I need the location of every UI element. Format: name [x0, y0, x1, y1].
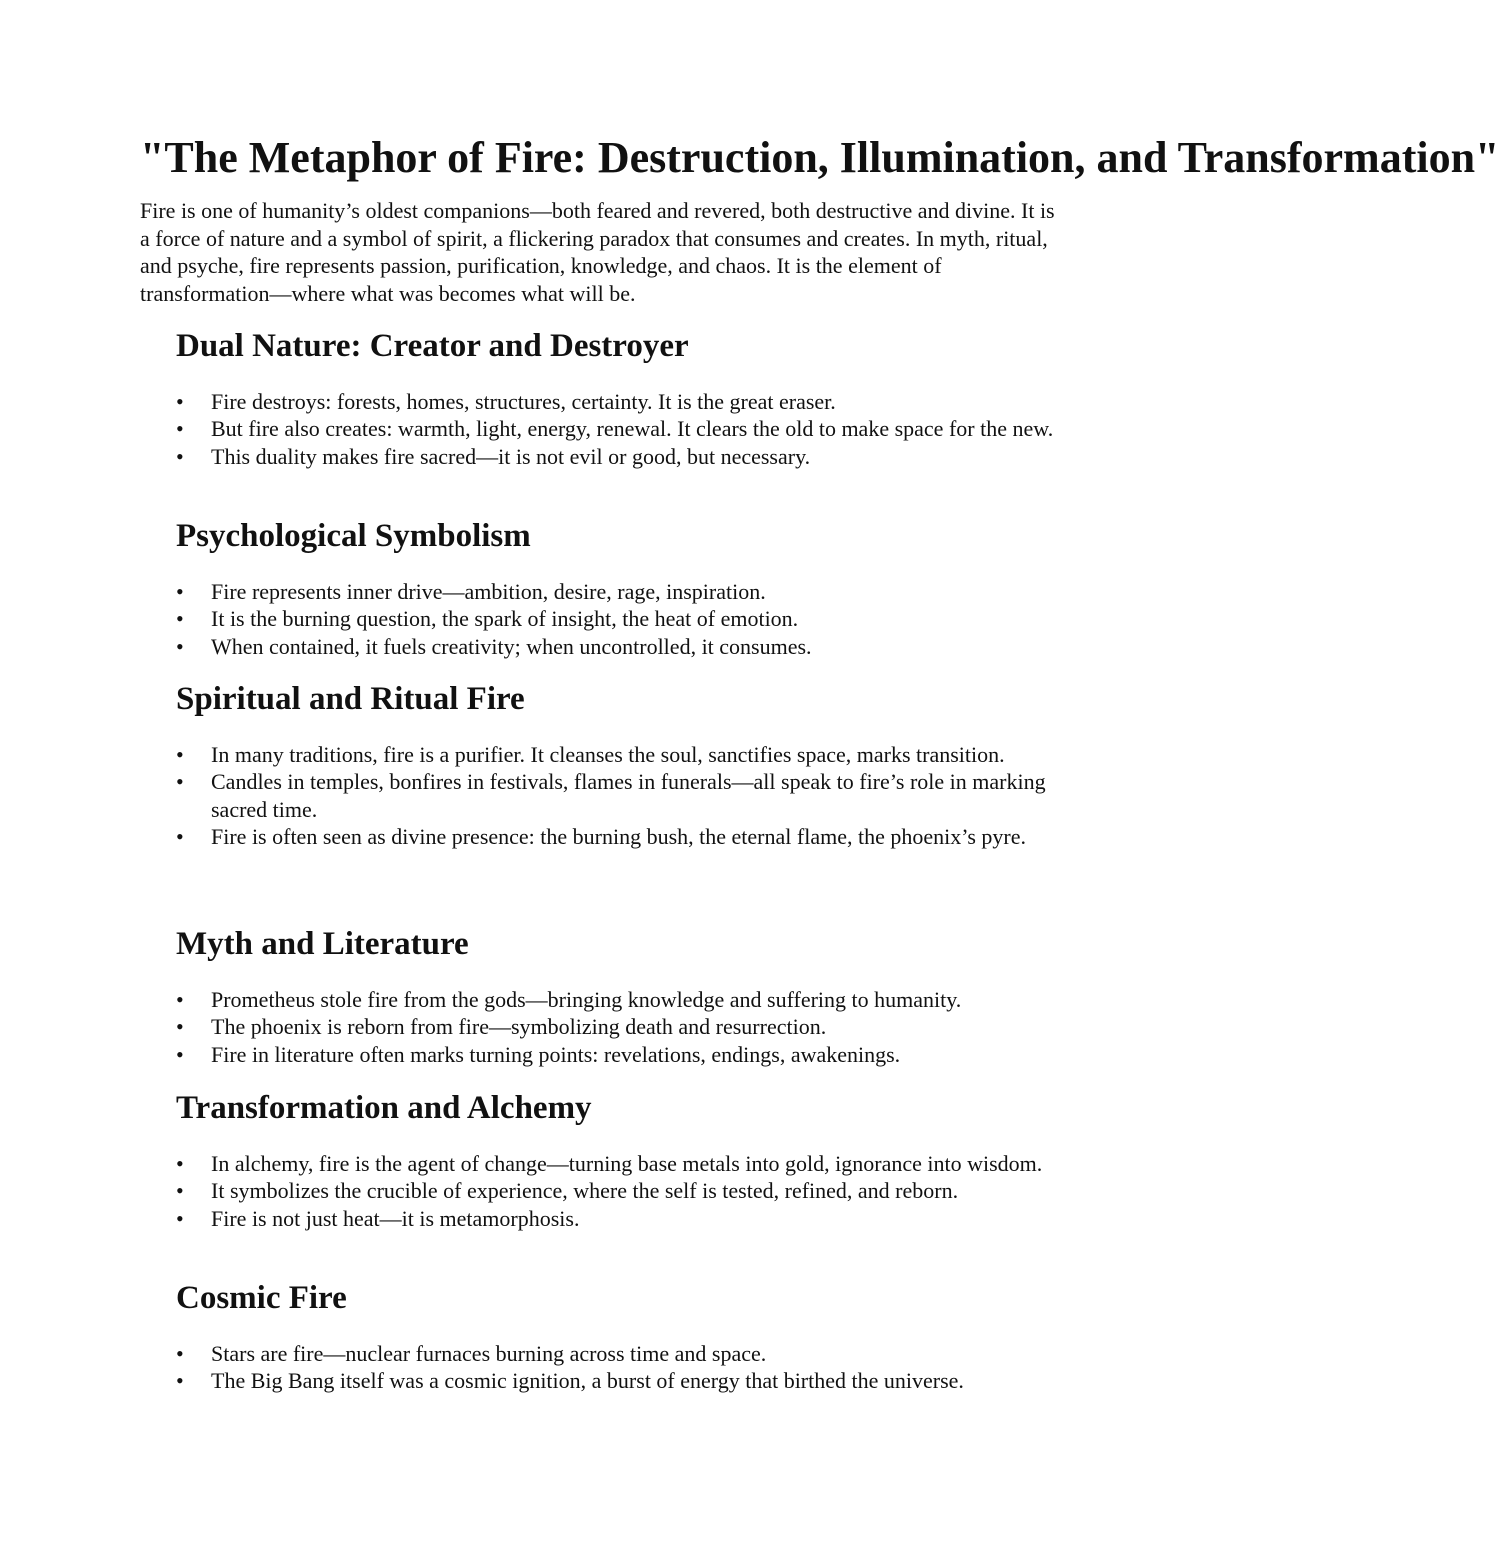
list-item [176, 768, 1056, 823]
list-item-text: The Big Bang itself was a cosmic ignition, a burst of energy that birthed the universe. [211, 1368, 964, 1393]
section-heading: Cosmic Fire [176, 1280, 347, 1316]
section-myth-literature [176, 926, 1056, 1068]
bullet-list [176, 388, 1056, 471]
list-item [176, 1177, 1056, 1205]
bullet-list [176, 1150, 1056, 1233]
list-item-text: Prometheus stole fire from the gods—bringing knowledge and suffering to humanity. [211, 986, 962, 1012]
bullet-list [176, 1340, 1056, 1395]
bullet-icon: • [176, 1041, 184, 1067]
list-item-text: Stars are fire—nuclear furnaces burning across time and space. [211, 1340, 767, 1366]
list-item-text: When contained, it fuels creativity; when uncontrolled, it consumes. [211, 633, 812, 659]
list-item [176, 823, 1056, 851]
bullet-icon: • [176, 1014, 184, 1039]
list-item [176, 443, 1056, 471]
list-item-text: Candles in temples, bonfires in festivals, flames in funerals—all speak to fire’s role in marking sacred time. [211, 769, 1046, 822]
list-item [176, 415, 1056, 443]
list-item [176, 1340, 1056, 1368]
section-transformation-alchemy [176, 1090, 1056, 1232]
list-item [176, 1150, 1056, 1178]
bullet-list [176, 741, 1056, 851]
bullet-icon: • [176, 416, 184, 441]
section-heading: Transformation and Alchemy [176, 1090, 592, 1126]
list-item-text: It symbolizes the crucible of experience, where the self is tested, refined, and reborn. [211, 1178, 959, 1203]
bullet-icon: • [176, 1150, 184, 1176]
list-item [176, 1205, 1056, 1233]
bullet-icon: • [176, 1340, 184, 1366]
list-item-text: This duality makes fire sacred—it is not evil or good, but necessary. [211, 443, 811, 469]
list-item-text: Fire represents inner drive—ambition, desire, rage, inspiration. [211, 578, 766, 604]
list-item-text: It is the burning question, the spark of insight, the heat of emotion. [211, 606, 799, 631]
list-item-text: Fire in literature often marks turning points: revelations, endings, awakenings. [211, 1041, 901, 1067]
section-heading: Spiritual and Ritual Fire [176, 681, 525, 717]
document-title: "The Metaphor of Fire: Destruction, Illumination, and Transformation" [140, 133, 1500, 182]
list-item-text: In many traditions, fire is a purifier. It cleanses the soul, sanctifies space, marks transition. [211, 741, 1005, 767]
bullet-icon: • [176, 824, 184, 849]
bullet-icon: • [176, 578, 184, 604]
list-item-text: The phoenix is reborn from fire—symbolizing death and resurrection. [211, 1014, 827, 1039]
bullet-icon: • [176, 388, 184, 414]
section-dual-nature [176, 328, 1056, 470]
bullet-icon: • [176, 633, 184, 659]
section-heading: Dual Nature: Creator and Destroyer [176, 328, 689, 364]
bullet-icon: • [176, 1205, 184, 1231]
list-item-text: Fire is not just heat—it is metamorphosis. [211, 1205, 580, 1231]
list-item [176, 741, 1056, 769]
section-spiritual-ritual-fire [176, 681, 1056, 851]
bullet-icon: • [176, 769, 184, 794]
bullet-icon: • [176, 1178, 184, 1203]
list-item [176, 633, 1056, 661]
list-item [176, 986, 1056, 1014]
intro-paragraph: Fire is one of humanity’s oldest companions—both feared and revered, both destructive and divine. It is a force of nature and a symbol of spirit, a flickering paradox that consumes and creates. In myth, ritual, and psyche, fire represents passion, purification, knowledge, and chaos. It is the element of transformation—where what was becomes what will be. [140, 198, 1055, 306]
section-heading: Psychological Symbolism [176, 518, 531, 554]
list-item [176, 1367, 1056, 1395]
list-item-text: In alchemy, fire is the agent of change—turning base metals into gold, ignorance into wisdom. [211, 1150, 1043, 1176]
section-cosmic-fire [176, 1280, 1056, 1395]
list-item [176, 605, 1056, 633]
list-item [176, 388, 1056, 416]
bullet-list [176, 986, 1056, 1069]
list-item-text: Fire destroys: forests, homes, structures, certainty. It is the great eraser. [211, 388, 836, 414]
list-item [176, 578, 1056, 606]
list-item [176, 1041, 1056, 1069]
list-item-text: But fire also creates: warmth, light, energy, renewal. It clears the old to make space for the new. [211, 416, 1054, 441]
bullet-icon: • [176, 443, 184, 469]
bullet-icon: • [176, 606, 184, 631]
bullet-icon: • [176, 741, 184, 767]
bullet-icon: • [176, 1368, 184, 1393]
list-item-text: Fire is often seen as divine presence: the burning bush, the eternal flame, the phoenix’s pyre. [211, 824, 1026, 849]
section-psychological-symbolism [176, 518, 1056, 660]
bullet-list [176, 578, 1056, 661]
bullet-icon: • [176, 986, 184, 1012]
list-item [176, 1013, 1056, 1041]
section-heading: Myth and Literature [176, 926, 469, 962]
